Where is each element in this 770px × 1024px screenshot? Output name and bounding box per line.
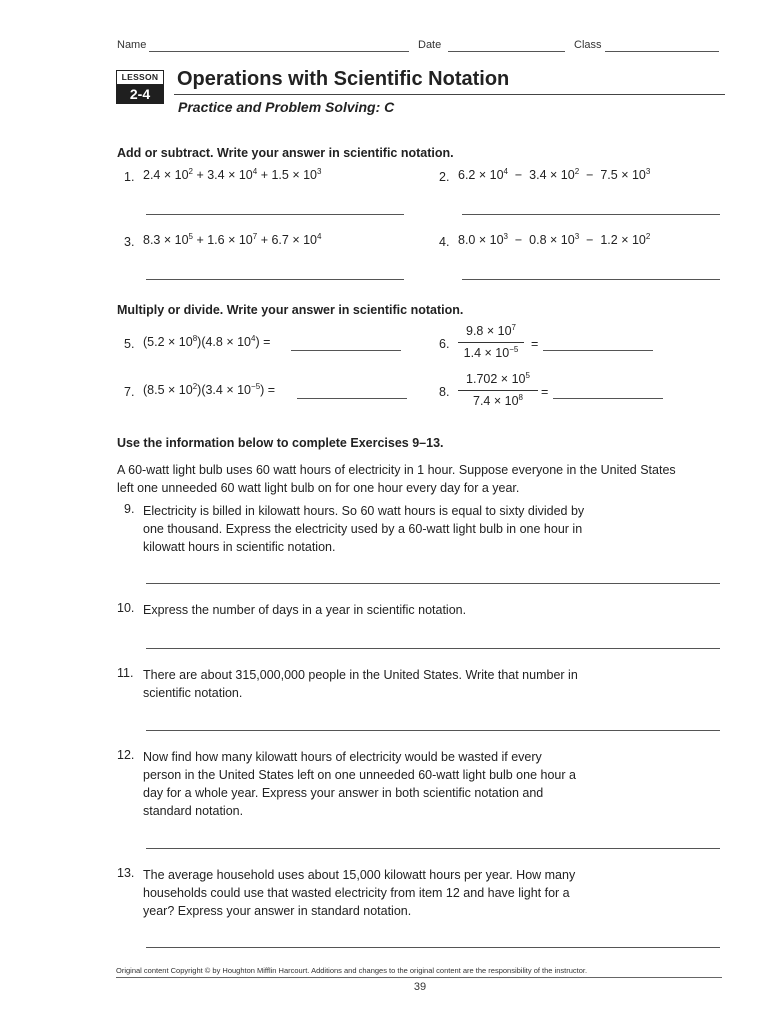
problem-5-expression: $(5.2 \times 10^8)(4.8 \times 10^4)$ = xyxy=(143,334,271,349)
question-9-text: Electricity is billed in kilowatt hours. So 60 watt hours is equal to sixty divided by one thousand. Express the electricity used by a 60-watt light bulb in one hour in kilowatt hours in scientific notation. xyxy=(143,504,585,554)
problem-number: 1. xyxy=(124,170,135,184)
intro-paragraph: A 60-watt light bulb uses 60 watt hours of electricity in 1 hour. Suppose everyone in the United States left one unneeded 60 watt light bulb on for one hour every day for a year. xyxy=(117,463,676,495)
answer-line-1[interactable] xyxy=(146,214,404,215)
question-13-text: The average household uses about 15,000 kilowatt hours per year. How many households could use that wasted electricity from item 12 and have light for a year? Express your answer in standard notation. xyxy=(143,868,576,918)
question-number: 12. xyxy=(117,748,135,762)
equals-sign: = xyxy=(541,385,549,399)
answer-line-6[interactable] xyxy=(543,350,653,351)
answer-line-13[interactable] xyxy=(146,947,720,948)
section2-instruction: Multiply or divide. Write your answer in scientific notation. xyxy=(117,303,464,317)
problem-number: 3. xyxy=(124,235,135,249)
problem-6-denominator: $1.4 \times 10^{-5}$ xyxy=(463,345,519,360)
problem-2-expression: $6.2 \times 10^4 - 3.4 \times 10^2 - 7.5 \times 10^3$ xyxy=(458,167,651,182)
answer-line-8[interactable] xyxy=(553,398,663,399)
answer-line-9[interactable] xyxy=(146,583,720,584)
section1-instruction: Add or subtract. Write your answer in scientific notation. xyxy=(117,146,454,160)
problem-number: 8. xyxy=(439,385,450,399)
problem-8-denominator: $7.4 \times 10^8$ xyxy=(473,393,523,408)
problem-number: 6. xyxy=(439,337,450,351)
date-label: Date xyxy=(418,39,442,51)
answer-line-5[interactable] xyxy=(291,350,401,351)
title-rule xyxy=(174,94,725,95)
copyright-notice: Original content Copyright © by Houghton Mifflin Harcourt. Additions and changes to the original content are the responsibility of the instructor. xyxy=(116,966,588,975)
answer-line-2[interactable] xyxy=(462,214,720,215)
question-12-text: Now find how many kilowatt hours of electricity would be wasted if every person in the United States left on one unneeded 60-watt light bulb one hour a day for a whole year. Express your answer in both scientific notation and standard notation. xyxy=(143,750,576,818)
question-number: 13. xyxy=(117,866,135,880)
class-label: Class xyxy=(574,39,602,51)
answer-line-7[interactable] xyxy=(297,398,407,399)
problem-number: 5. xyxy=(124,337,135,351)
question-number: 9. xyxy=(124,502,135,516)
fraction-bar xyxy=(458,342,524,343)
page-subtitle: Practice and Problem Solving: C xyxy=(178,99,395,115)
lesson-badge-label: LESSON xyxy=(116,70,164,85)
name-label: Name xyxy=(117,39,147,51)
problem-number: 7. xyxy=(124,385,135,399)
footer-rule xyxy=(116,977,722,978)
name-field[interactable] xyxy=(149,51,409,52)
problem-7-expression: $(8.5 \times 10^2)(3.4 \times 10^{-5})$ = xyxy=(143,382,276,397)
equals-sign: = xyxy=(531,337,539,351)
problem-1-expression: $2.4 \times 10^2 + 3.4 \times 10^4 + 1.5 \times 10^3$ xyxy=(143,167,322,182)
page-number: 39 xyxy=(413,981,427,993)
problem-number: 2. xyxy=(439,170,450,184)
class-field[interactable] xyxy=(605,51,719,52)
answer-line-11[interactable] xyxy=(146,730,720,731)
date-field[interactable] xyxy=(448,51,565,52)
question-number: 11. xyxy=(117,666,134,680)
question-11-text: There are about 315,000,000 people in the United States. Write that number in scientific notation. xyxy=(143,668,578,700)
question-number: 10. xyxy=(117,601,135,615)
section3-instruction: Use the information below to complete Exercises 9–13. xyxy=(117,436,444,450)
page-title: Operations with Scientific Notation xyxy=(177,68,510,90)
problem-3-expression: $8.3 \times 10^5 + 1.6 \times 10^7 + 6.7 \times 10^4$ xyxy=(143,232,322,247)
answer-line-3[interactable] xyxy=(146,279,404,280)
problem-number: 4. xyxy=(439,235,450,249)
problem-6-numerator: $9.8 \times 10^7$ xyxy=(466,323,516,338)
answer-line-4[interactable] xyxy=(462,279,720,280)
question-10-text: Express the number of days in a year in scientific notation. xyxy=(143,603,467,617)
answer-line-12[interactable] xyxy=(146,848,720,849)
answer-line-10[interactable] xyxy=(146,648,720,649)
problem-4-expression: $8.0 \times 10^3 - 0.8 \times 10^3 - 1.2 \times 10^2$ xyxy=(458,232,651,247)
problem-8-numerator: $1.702 \times 10^5$ xyxy=(466,371,530,386)
lesson-badge-number: 2-4 xyxy=(116,85,164,104)
lesson-badge xyxy=(116,70,164,104)
fraction-bar xyxy=(458,390,538,391)
